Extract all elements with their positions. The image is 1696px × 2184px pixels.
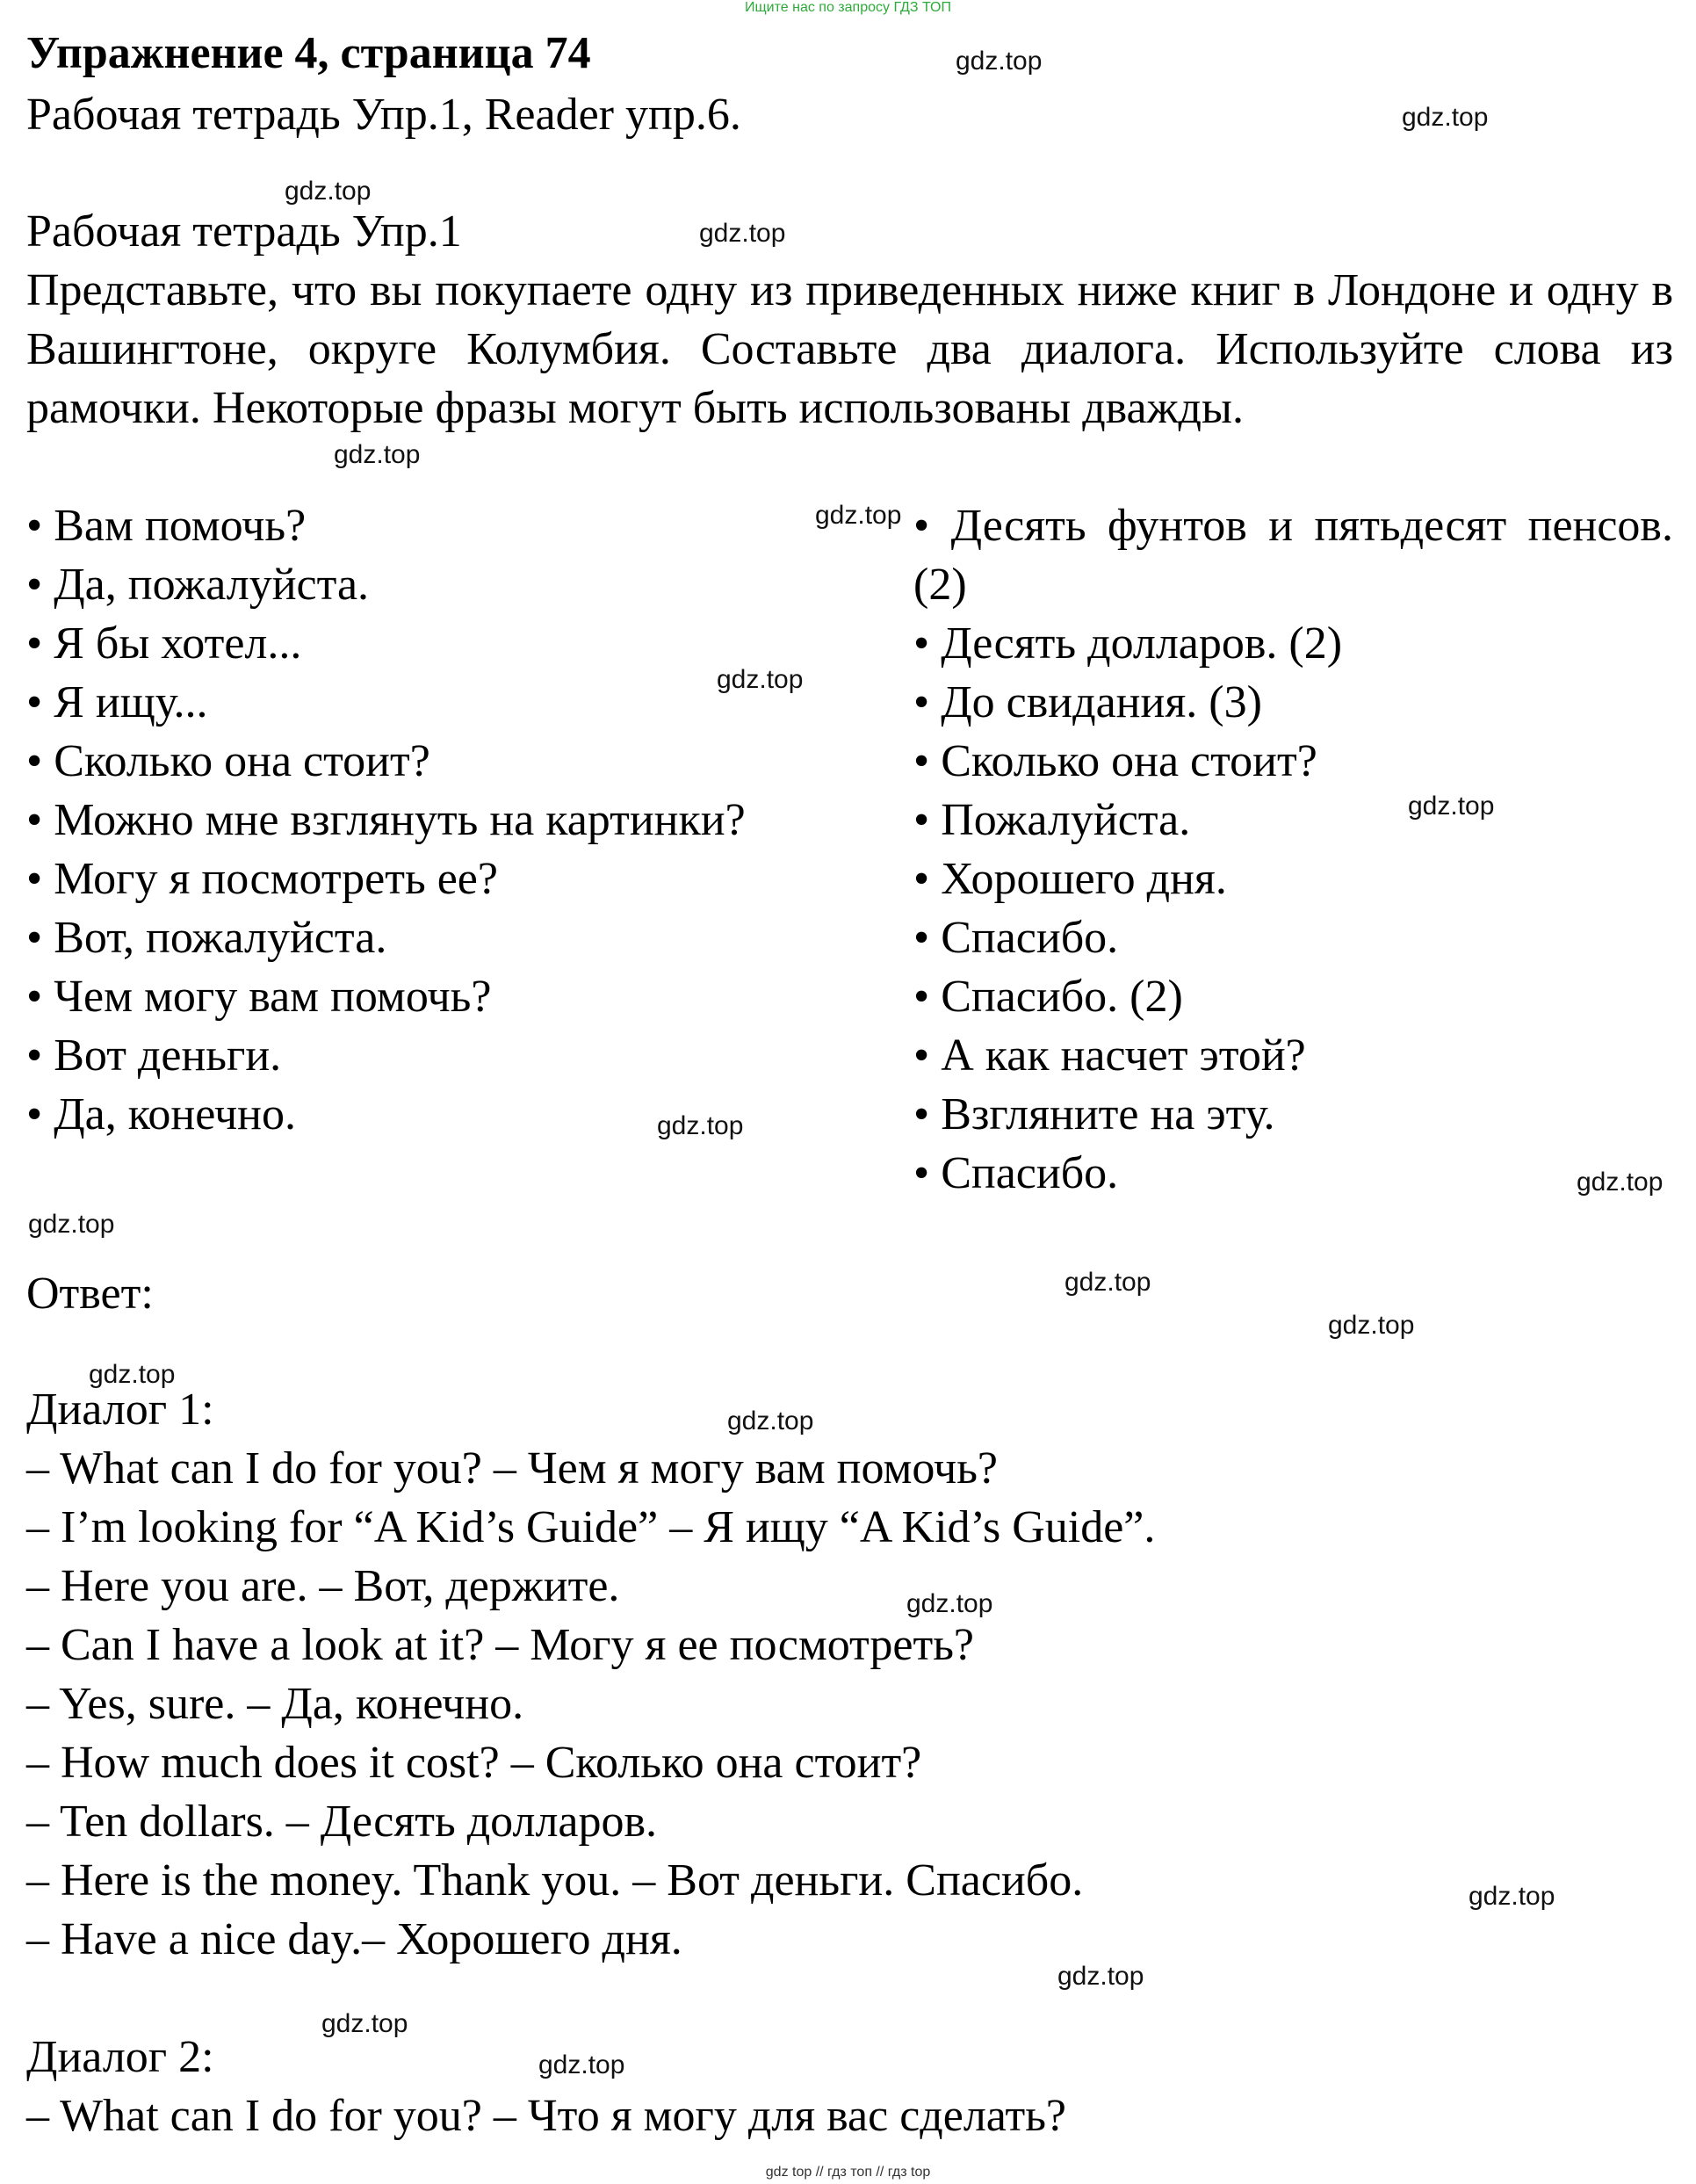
phrase-item: • Вам помочь? [26, 501, 307, 551]
watermark: gdz.top [1065, 1268, 1151, 1297]
dialog-line: – Here you are. – Вот, держите. [26, 1561, 620, 1611]
dialog1-title: Диалог 1: [26, 1385, 214, 1435]
watermark: gdz.top [956, 47, 1043, 76]
answer-label: Ответ: [26, 1269, 154, 1319]
phrase-item: • Пожалуйста. [913, 795, 1191, 845]
phrase-item: • Десять долларов. (2) [913, 618, 1343, 669]
watermark: gdz.top [699, 219, 786, 248]
phrases-right-column [913, 496, 1673, 1203]
watermark: gdz.top [906, 1589, 993, 1618]
phrase-item: • Можно мне взглянуть на картинки? [26, 795, 746, 845]
watermark: gdz.top [538, 2050, 625, 2079]
dialog-line: – What can I do for you? – Что я могу для вас сделать? [26, 2091, 1067, 2141]
phrase-item: • Чем могу вам помочь? [26, 972, 492, 1022]
phrase-item: • Спасибо. (2) [913, 972, 1183, 1022]
phrase-item: • До свидания. (3) [913, 677, 1262, 727]
phrases-left-column [26, 496, 790, 1144]
phrase-item: • Вот деньги. [26, 1031, 282, 1081]
phrase-item: • Да, пожалуйста. [26, 560, 370, 610]
dialog-line: – Here is the money. Thank you. – Вот деньги. Спасибо. [26, 1855, 1084, 1906]
watermark: gdz.top [1408, 792, 1495, 821]
phrase-item: • Я ищу... [26, 677, 208, 727]
watermark: gdz.top [1577, 1168, 1664, 1197]
dialog2-title: Диалог 2: [26, 2032, 214, 2082]
watermark: gdz.top [717, 665, 804, 694]
phrase-item: • Я бы хотел... [26, 618, 302, 669]
phrase-item: • Спасибо. [913, 913, 1119, 963]
dialog-line: – I’m looking for “A Kid’s Guide” – Я ищу “A Kid’s Guide”. [26, 1502, 1156, 1552]
phrase-item: • А как насчет этой? [913, 1031, 1306, 1081]
dialog-line: – What can I do for you? – Чем я могу вам помочь? [26, 1443, 998, 1493]
phrase-item: • Сколько она стоит? [913, 736, 1317, 786]
watermark: gdz.top [321, 2009, 408, 2038]
watermark: gdz.top [727, 1407, 814, 1436]
task-heading: Рабочая тетрадь Упр.1 [26, 206, 462, 257]
top-banner-link[interactable]: Ищите нас по запросу ГДЗ ТОП [745, 0, 951, 15]
dialog-line: – Ten dollars. – Десять долларов. [26, 1797, 658, 1847]
watermark: gdz.top [89, 1360, 176, 1389]
phrase-item: • Хорошего дня. [913, 854, 1227, 904]
phrase-item: • Взгляните на эту. [913, 1089, 1275, 1139]
dialog-line: – How much does it cost? – Сколько она стоит? [26, 1738, 922, 1788]
dialog-line: – Can I have a look at it? – Могу я ее посмотреть? [26, 1620, 974, 1670]
bottom-banner-link[interactable]: gdz top // гдз топ // гдз top [765, 2165, 931, 2180]
task-text: Представьте, что вы покупаете одну из приведенных ниже книг в Лондоне и одну в Вашингтоне, округе Колумбия. Составьте два диалога. Используйте слова из рамочки. Некоторые фразы могут быть использованы дважды. [26, 265, 1673, 433]
phrase-item: • Могу я посмотреть ее? [26, 854, 498, 904]
phrase-item: • Сколько она стоит? [26, 736, 430, 786]
watermark: gdz.top [815, 501, 902, 530]
page-title: Упражнение 4, страница 74 [26, 28, 591, 78]
phrase-item: • Спасибо. [913, 1148, 1119, 1198]
dialog-line: – Yes, sure. – Да, конечно. [26, 1679, 524, 1729]
phrase-item: • Десять фунтов и пятьдесят пенсов. (2) [913, 501, 1673, 610]
watermark: gdz.top [285, 177, 372, 206]
watermark: gdz.top [657, 1111, 744, 1140]
watermark: gdz.top [28, 1210, 115, 1239]
phrase-item: • Вот, пожалуйста. [26, 913, 387, 963]
watermark: gdz.top [1328, 1311, 1415, 1340]
watermark: gdz.top [1469, 1882, 1555, 1911]
dialog-line: – Have a nice day.– Хорошего дня. [26, 1914, 682, 1964]
watermark: gdz.top [1402, 103, 1489, 132]
phrase-item: • Да, конечно. [26, 1089, 296, 1139]
watermark: gdz.top [1057, 1962, 1144, 1991]
watermark: gdz.top [334, 440, 421, 469]
page-subtitle: Рабочая тетрадь Упр.1, Reader упр.6. [26, 90, 741, 140]
